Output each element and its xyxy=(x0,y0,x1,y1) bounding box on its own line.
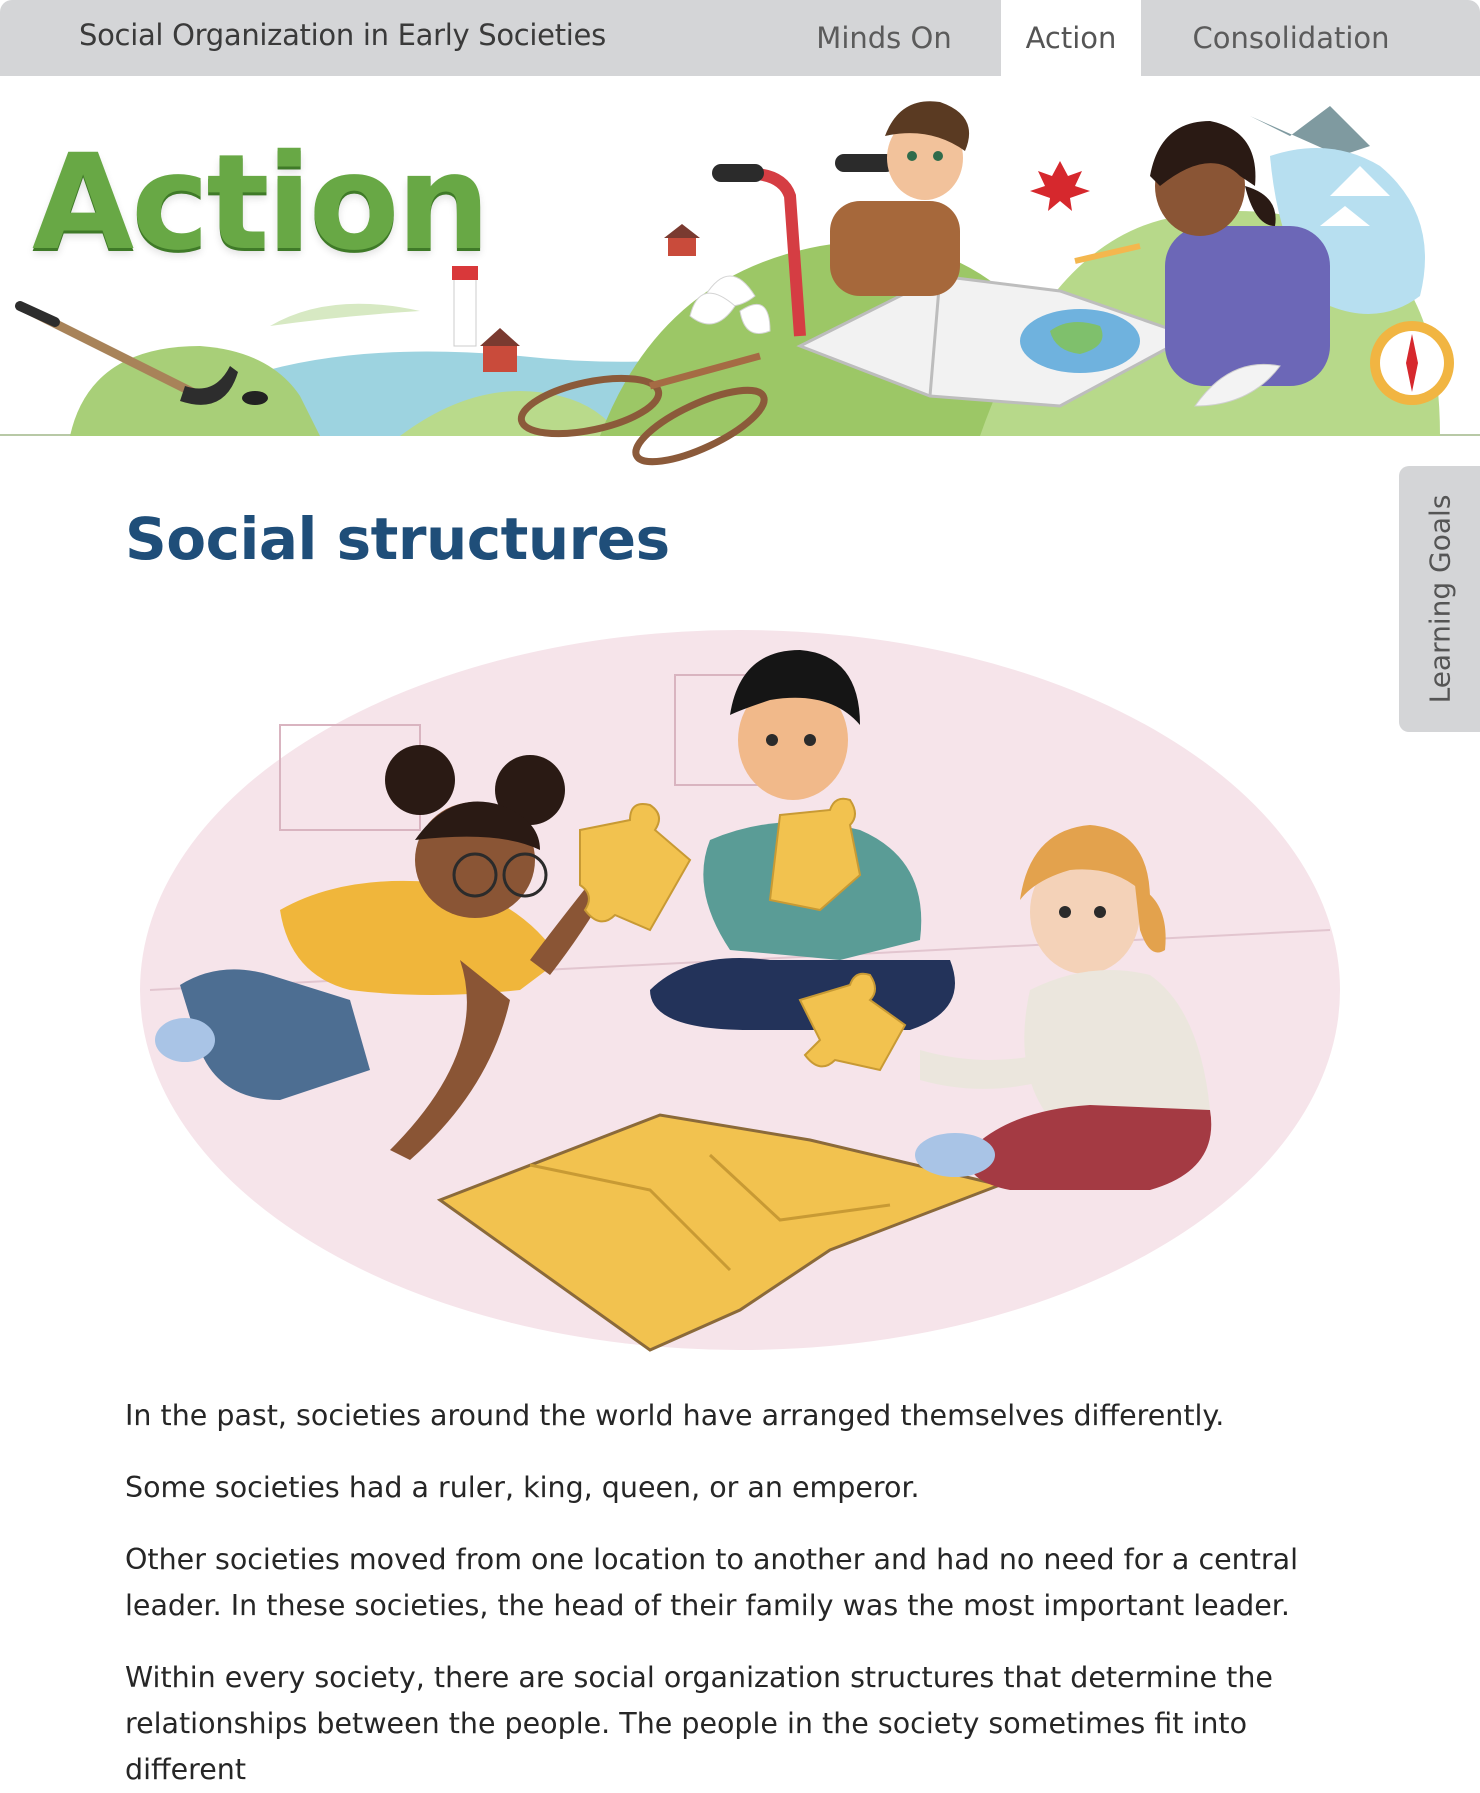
action-banner xyxy=(0,76,1480,436)
paragraph-4: Within every society, there are social organization structures that determine the relationships between the people. The people in the society sometimes fit into different xyxy=(125,1661,1273,1786)
top-nav-bar xyxy=(0,0,1480,76)
learning-goals-tab[interactable] xyxy=(1399,466,1480,732)
tab-consolidation[interactable]: Consolidation xyxy=(1192,21,1390,55)
paragraph-2: Some societies had a ruler, king, queen, or an emperor. xyxy=(125,1471,920,1504)
paragraph-3: Other societies moved from one location to another and had no need for a central leader. In these societies, the head of their family was the most important leader. xyxy=(125,1543,1298,1622)
tab-minds-on[interactable]: Minds On xyxy=(816,21,952,55)
paragraph-1: In the past, societies around the world have arranged themselves differently. xyxy=(125,1399,1225,1432)
tab-action[interactable]: Action xyxy=(1001,0,1141,76)
course-title: Social Organization in Early Societies xyxy=(79,18,606,52)
banner-title: Action xyxy=(32,126,488,280)
learning-goals-label: Learning Goals xyxy=(1423,494,1456,704)
puzzle-illustration xyxy=(130,630,1360,1360)
section-heading: Social structures xyxy=(125,505,670,573)
